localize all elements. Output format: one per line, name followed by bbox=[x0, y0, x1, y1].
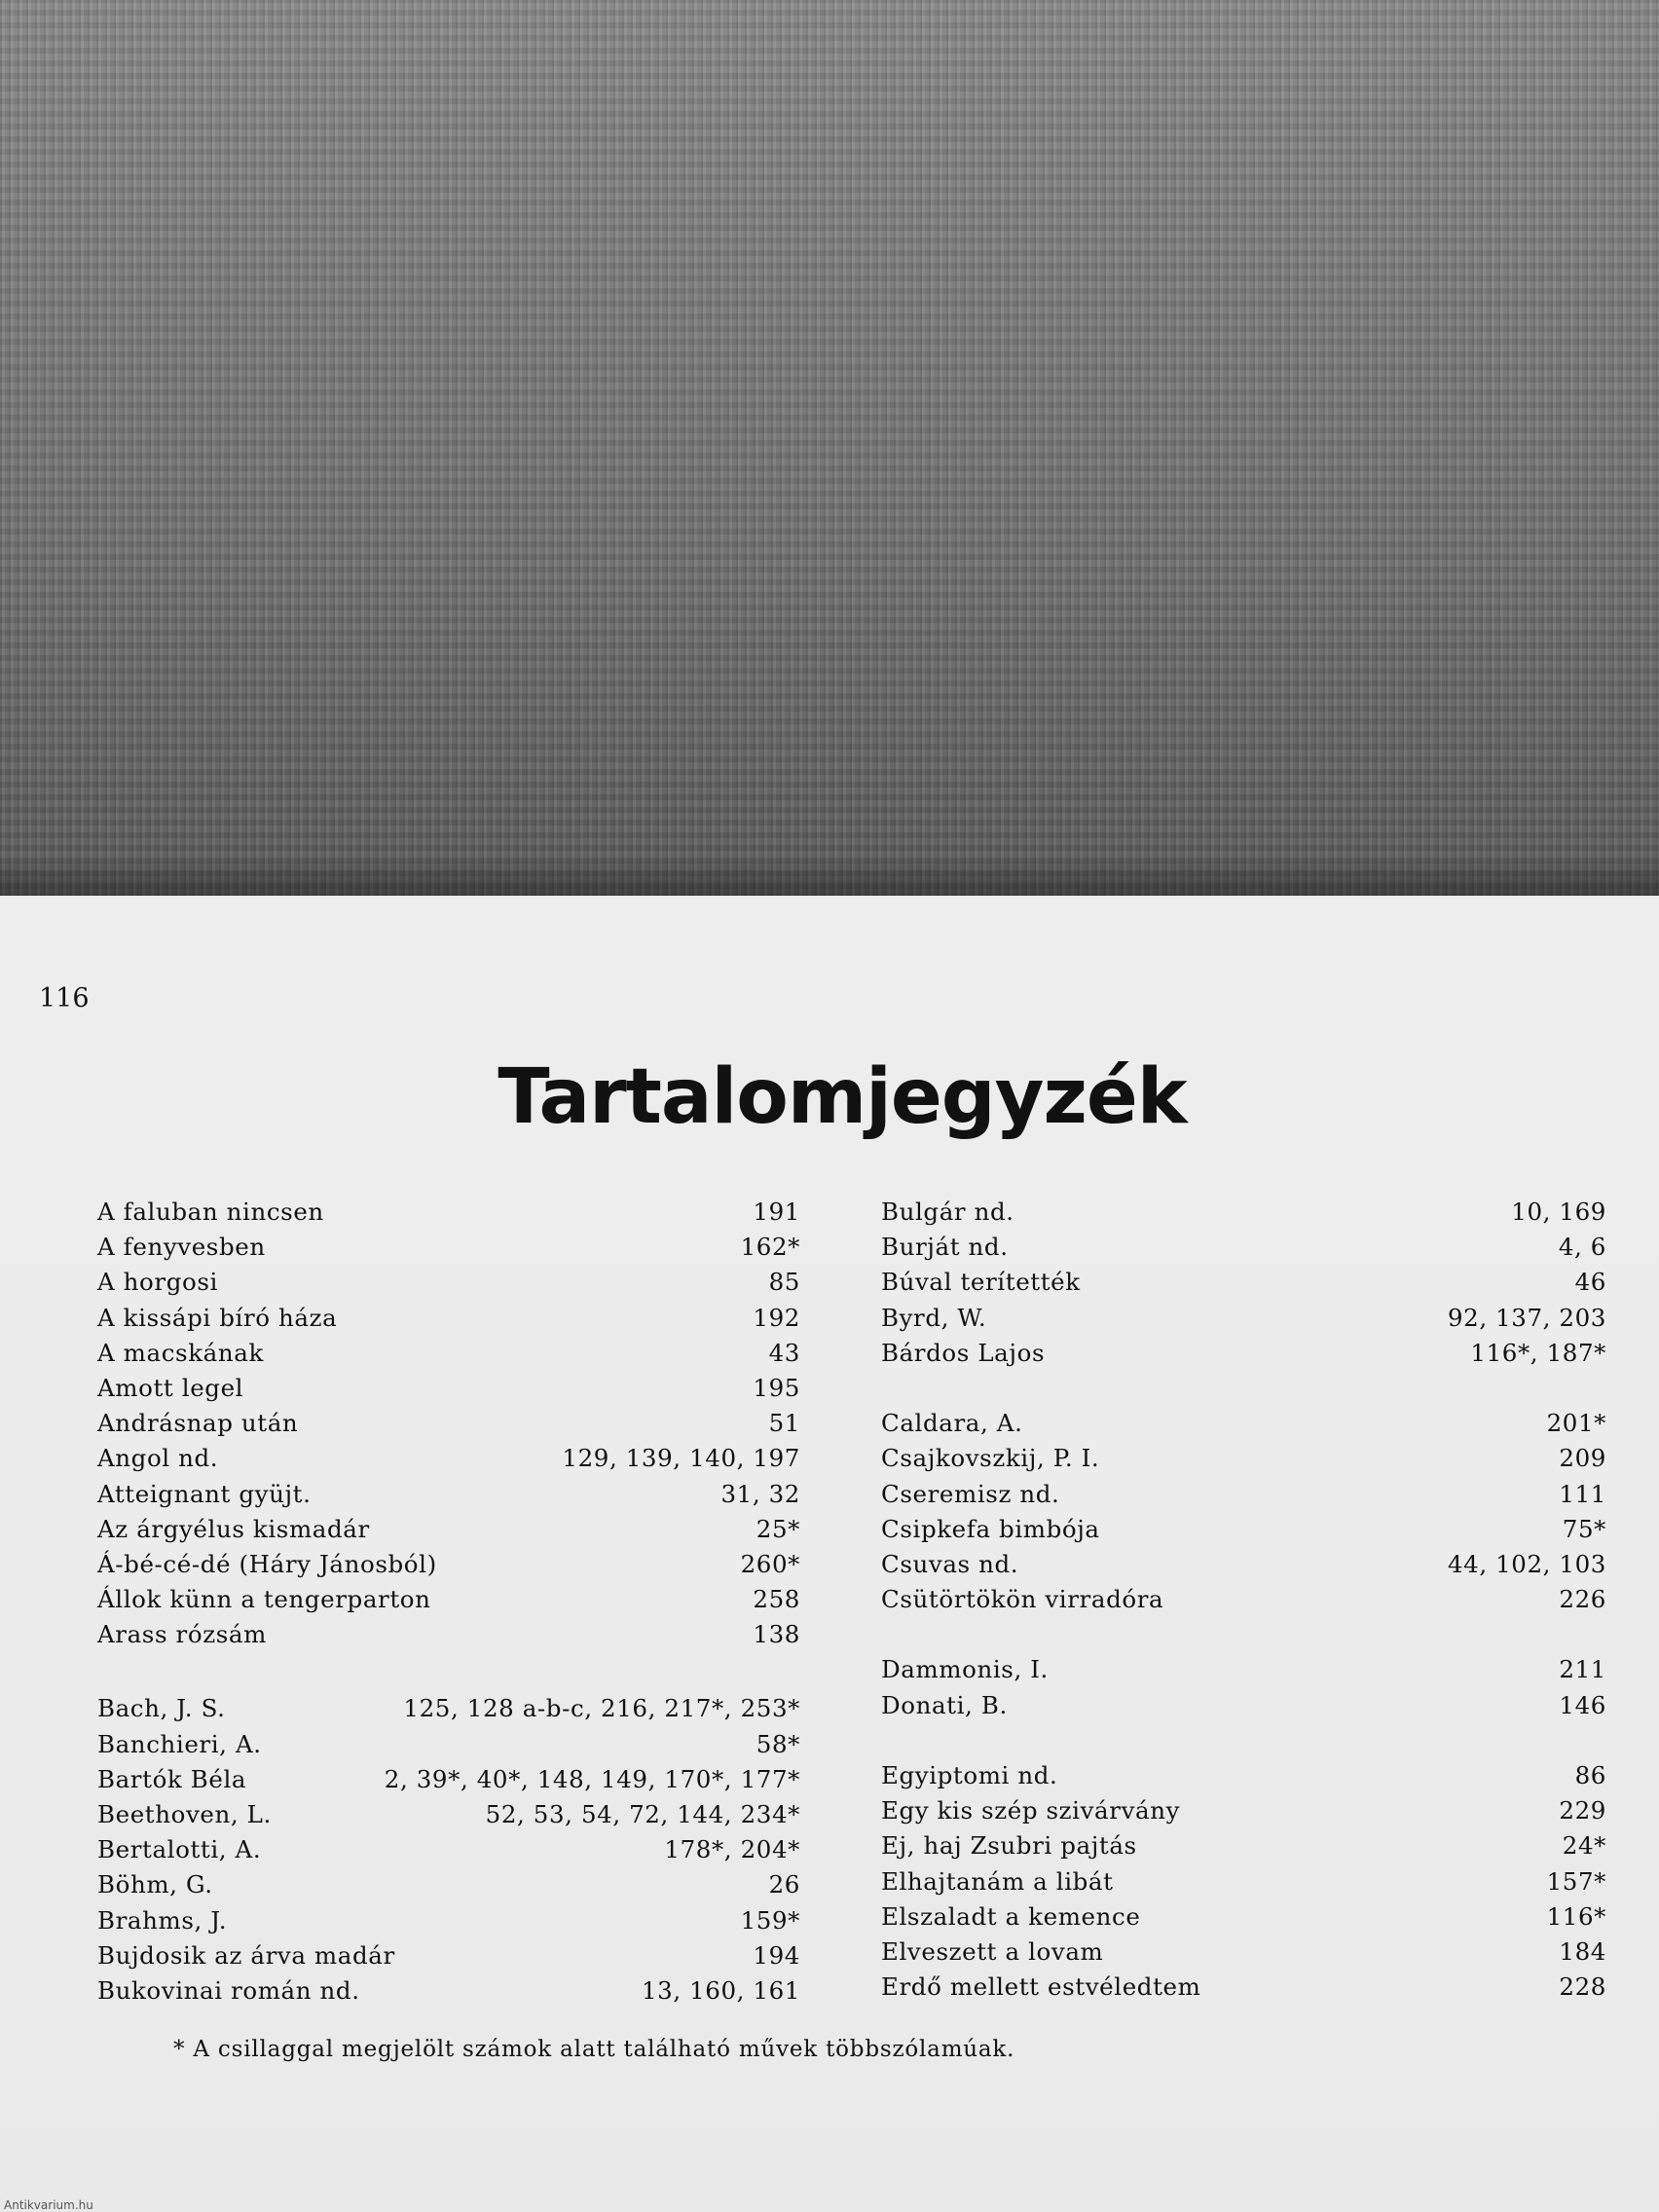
index-entry bbox=[97, 1515, 800, 1550]
entry-title: Csajkovszkij, P. I. bbox=[881, 1444, 1100, 1473]
entry-title: Burját nd. bbox=[881, 1233, 1009, 1262]
entry-title: Erdő mellett estvéledtem bbox=[881, 1972, 1201, 2002]
entry-page-numbers: 162* bbox=[740, 1233, 800, 1262]
index-entry bbox=[881, 1655, 1606, 1690]
index-entry bbox=[881, 1761, 1606, 1796]
book-cover-background bbox=[0, 0, 1659, 896]
book-page bbox=[0, 896, 1659, 2212]
index-entry bbox=[881, 1972, 1606, 2008]
entry-page-numbers: 192 bbox=[753, 1303, 800, 1332]
entry-page-numbers: 25* bbox=[756, 1514, 800, 1543]
entry-title: Arass rózsám bbox=[97, 1620, 267, 1649]
entry-page-numbers: 226 bbox=[1559, 1585, 1606, 1614]
entry-page-numbers: 157* bbox=[1546, 1866, 1606, 1896]
watermark: Antikvarium.hu bbox=[4, 2198, 93, 2212]
entry-page-numbers: 46 bbox=[1574, 1268, 1606, 1297]
entry-title: Az árgyélus kismadár bbox=[97, 1514, 370, 1543]
entry-page-numbers: 2, 39*, 40*, 148, 149, 170*, 177* bbox=[384, 1764, 800, 1793]
index-entry bbox=[97, 1694, 800, 1729]
index-entry bbox=[881, 1444, 1606, 1479]
index-entry bbox=[881, 1480, 1606, 1515]
index-entry bbox=[881, 1304, 1606, 1339]
entry-page-numbers: 191 bbox=[753, 1198, 800, 1226]
entry-page-numbers: 13, 160, 161 bbox=[641, 1975, 800, 2005]
index-entry bbox=[97, 1409, 800, 1444]
entry-page-numbers: 229 bbox=[1559, 1796, 1606, 1825]
entry-title: A faluban nincsen bbox=[97, 1198, 324, 1226]
index-entry bbox=[97, 1835, 800, 1870]
entry-title: Egyiptomi nd. bbox=[881, 1761, 1058, 1789]
index-entry bbox=[97, 1800, 800, 1835]
index-entry bbox=[97, 1339, 800, 1374]
entry-page-numbers: 184 bbox=[1559, 1936, 1606, 1966]
index-entry bbox=[97, 1585, 800, 1620]
index-entry bbox=[881, 1831, 1606, 1866]
index-entry bbox=[97, 1268, 800, 1303]
entry-page-numbers: 211 bbox=[1559, 1655, 1606, 1684]
index-entry bbox=[97, 1480, 800, 1515]
index-entry bbox=[97, 1304, 800, 1339]
entry-page-numbers: 86 bbox=[1574, 1761, 1606, 1789]
entry-page-numbers: 31, 32 bbox=[720, 1479, 800, 1508]
entry-title: Caldara, A. bbox=[881, 1409, 1023, 1438]
entry-page-numbers: 260* bbox=[740, 1549, 800, 1578]
entry-page-numbers: 51 bbox=[768, 1409, 800, 1438]
index-entry bbox=[881, 1902, 1606, 1937]
entry-title: Bulgár nd. bbox=[881, 1198, 1014, 1226]
index-entry bbox=[97, 1550, 800, 1585]
entry-title: Csuvas nd. bbox=[881, 1549, 1019, 1578]
index-entry bbox=[881, 1339, 1606, 1374]
entry-title: Bárdos Lajos bbox=[881, 1338, 1046, 1367]
page-title: Tartalomjegyzék bbox=[498, 1053, 1187, 1141]
entry-title: Byrd, W. bbox=[881, 1303, 987, 1332]
entry-page-numbers: 4, 6 bbox=[1558, 1233, 1606, 1262]
entry-title: Búval terítették bbox=[881, 1268, 1081, 1297]
index-entry bbox=[881, 1198, 1606, 1233]
index-entry bbox=[881, 1233, 1606, 1268]
entry-title: Csipkefa bimbója bbox=[881, 1514, 1100, 1543]
entry-title: Elhajtanám a libát bbox=[881, 1866, 1114, 1896]
entry-page-numbers: 138 bbox=[753, 1620, 800, 1649]
index-entry bbox=[97, 1870, 800, 1905]
entry-page-numbers: 10, 169 bbox=[1511, 1198, 1606, 1226]
entry-title: Bartók Béla bbox=[97, 1764, 247, 1793]
entry-page-numbers: 201* bbox=[1546, 1409, 1606, 1438]
index-entry bbox=[881, 1550, 1606, 1585]
index-entry bbox=[97, 1976, 800, 2011]
entry-title: Amott legel bbox=[97, 1373, 244, 1402]
index-entry bbox=[97, 1906, 800, 1941]
entry-title: Á-bé-cé-dé (Háry Jánosból) bbox=[97, 1549, 437, 1578]
entry-page-numbers: 44, 102, 103 bbox=[1447, 1549, 1606, 1578]
entry-page-numbers: 43 bbox=[768, 1338, 800, 1367]
entry-page-numbers: 146 bbox=[1559, 1690, 1606, 1719]
index-entry bbox=[881, 1937, 1606, 1972]
index-entry bbox=[97, 1198, 800, 1233]
entry-title: Állok künn a tengerparton bbox=[97, 1585, 431, 1614]
entry-title: Ej, haj Zsubri pajtás bbox=[881, 1831, 1137, 1861]
entry-page-numbers: 228 bbox=[1559, 1972, 1606, 2002]
entry-page-numbers: 194 bbox=[753, 1940, 800, 1970]
entry-title: Bujdosik az árva madár bbox=[97, 1940, 395, 1970]
index-column-right bbox=[881, 1198, 1606, 2008]
entry-title: Bach, J. S. bbox=[97, 1694, 226, 1723]
entry-title: A kissápi bíró háza bbox=[97, 1303, 338, 1332]
index-entry bbox=[881, 1409, 1606, 1444]
entry-title: A fenyvesben bbox=[97, 1233, 266, 1262]
entry-title: Angol nd. bbox=[97, 1444, 219, 1473]
entry-page-numbers: 26 bbox=[768, 1870, 800, 1899]
index-entry bbox=[881, 1691, 1606, 1726]
entry-title: Bertalotti, A. bbox=[97, 1835, 262, 1864]
page-number: 116 bbox=[39, 983, 90, 1014]
index-entry bbox=[881, 1268, 1606, 1303]
entry-page-numbers: 159* bbox=[740, 1905, 800, 1935]
entry-page-numbers: 125, 128 a-b-c, 216, 217*, 253* bbox=[403, 1694, 800, 1723]
index-column-left bbox=[97, 1198, 800, 2011]
cover-edge-shadow bbox=[0, 857, 1659, 896]
index-entry bbox=[97, 1765, 800, 1800]
entry-page-numbers: 24* bbox=[1562, 1831, 1606, 1861]
entry-page-numbers: 116*, 187* bbox=[1470, 1338, 1606, 1367]
entry-title: Elszaladt a kemence bbox=[881, 1901, 1141, 1931]
entry-page-numbers: 52, 53, 54, 72, 144, 234* bbox=[485, 1800, 800, 1828]
entry-title: Csütörtökön virradóra bbox=[881, 1585, 1164, 1614]
entry-title: A horgosi bbox=[97, 1268, 218, 1297]
entry-title: Atteignant gyüjt. bbox=[97, 1479, 312, 1508]
index-entry bbox=[97, 1233, 800, 1268]
entry-page-numbers: 116* bbox=[1546, 1901, 1606, 1931]
entry-page-numbers: 258 bbox=[753, 1585, 800, 1614]
entry-page-numbers: 209 bbox=[1559, 1444, 1606, 1473]
entry-page-numbers: 111 bbox=[1559, 1479, 1606, 1508]
entry-title: Beethoven, L. bbox=[97, 1800, 272, 1828]
entry-title: Andrásnap után bbox=[97, 1409, 299, 1438]
entry-title: Egy kis szép szivárvány bbox=[881, 1796, 1181, 1825]
index-entry bbox=[881, 1867, 1606, 1902]
entry-page-numbers: 178*, 204* bbox=[664, 1835, 800, 1864]
index-entry bbox=[97, 1444, 800, 1479]
entry-title: Donati, B. bbox=[881, 1690, 1008, 1719]
index-entry bbox=[881, 1796, 1606, 1831]
entry-title: A macskának bbox=[97, 1338, 264, 1367]
entry-title: Brahms, J. bbox=[97, 1905, 228, 1935]
entry-page-numbers: 75* bbox=[1562, 1514, 1606, 1543]
entry-title: Böhm, G. bbox=[97, 1870, 213, 1899]
entry-title: Cseremisz nd. bbox=[881, 1479, 1060, 1508]
entry-title: Dammonis, I. bbox=[881, 1655, 1049, 1684]
entry-page-numbers: 129, 139, 140, 197 bbox=[562, 1444, 800, 1473]
index-entry bbox=[97, 1941, 800, 1976]
entry-page-numbers: 92, 137, 203 bbox=[1447, 1303, 1606, 1332]
index-entry bbox=[97, 1620, 800, 1655]
index-entry bbox=[97, 1730, 800, 1765]
index-entry bbox=[881, 1585, 1606, 1620]
index-entry bbox=[881, 1515, 1606, 1550]
entry-title: Banchieri, A. bbox=[97, 1729, 262, 1758]
entry-title: Elveszett a lovam bbox=[881, 1936, 1104, 1966]
entry-page-numbers: 195 bbox=[753, 1373, 800, 1402]
entry-page-numbers: 85 bbox=[768, 1268, 800, 1297]
index-entry bbox=[97, 1374, 800, 1409]
entry-title: Bukovinai román nd. bbox=[97, 1975, 360, 2005]
entry-page-numbers: 58* bbox=[756, 1729, 800, 1758]
footnote: * A csillaggal megjelölt számok alatt található művek többszólamúak. bbox=[173, 2037, 1015, 2062]
